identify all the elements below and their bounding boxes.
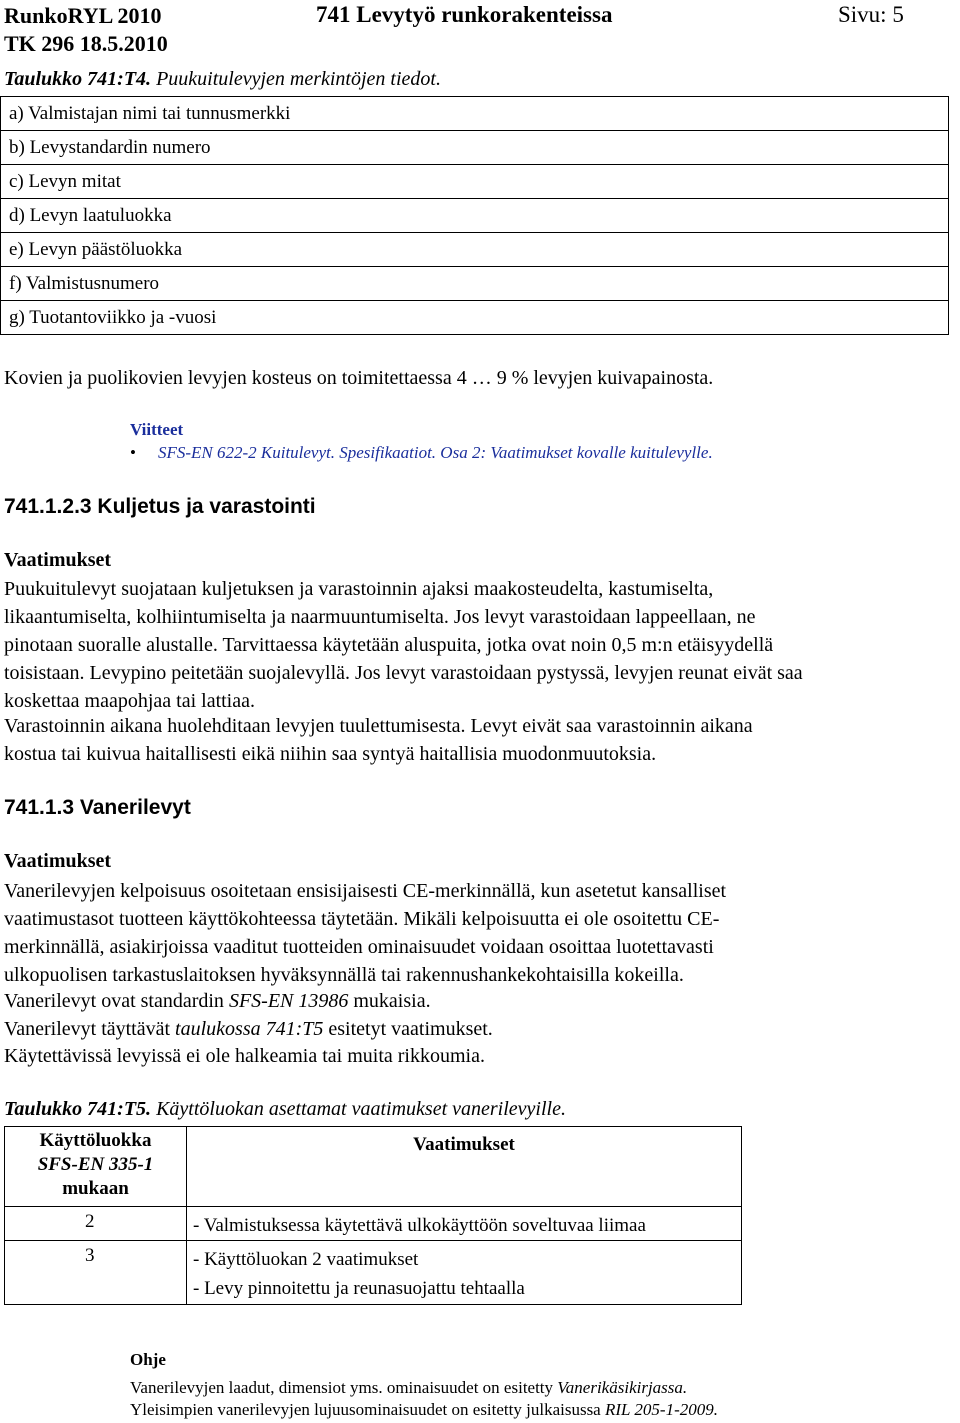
paragraph-line: koskettaa maapohjaa tai lattiaa. — [4, 690, 255, 712]
standard-line-pre: Vanerilevyt ovat standardin — [4, 990, 229, 1012]
paragraph-line: Puukuitulevyt suojataan kuljetuksen ja varastoinnin ajaksi maakosteudelta, kastumiselta, — [4, 578, 714, 600]
section-title: 741 Levytyö runkorakenteissa — [316, 2, 613, 27]
guide-line-reference: Vanerikäsikirjassa. — [557, 1378, 688, 1397]
standard-line — [4, 987, 431, 1015]
document-id — [4, 2, 168, 58]
standard-reference: SFS-EN 13986 — [228, 990, 349, 1012]
header-line: SFS-EN 335-1 — [37, 1154, 154, 1175]
table-t5-caption — [4, 1098, 566, 1121]
table-row — [1, 199, 949, 233]
table-cell: d) Levyn laatuluokka — [1, 199, 949, 233]
table-cell: c) Levyn mitat — [1, 165, 949, 199]
paragraph-line: likaantumiselta, kolhiintumiselta ja naarmuuntumiselta. Jos levyt varastoidaan lappeellaan, ne — [4, 606, 756, 628]
table-ref-pre: Vanerilevyt täyttävät — [4, 1018, 176, 1040]
paragraph-line: Vanerilevyjen kelpoisuus osoitetaan ensisijaisesti CE-merkinnällä, kun asetetut kansalliset — [4, 880, 727, 902]
requirement-cell — [187, 1207, 742, 1241]
paragraph-line: pinotaan suoralle alustalle. Tarvittaessa käytetään aluspuita, jotka ovat noin 0,5 m:n etäisyydellä — [4, 634, 774, 656]
requirements-subheading: Vaatimukset — [4, 549, 112, 571]
paragraph-line: ulkopuolisen tarkastuslaitoksen hyväksynnällä tai rakennushankekohtaisilla kokeilla. — [4, 964, 684, 986]
table-t4 — [0, 96, 949, 335]
header-line: mukaan — [62, 1178, 129, 1199]
table-cell: a) Valmistajan nimi tai tunnusmerkki — [1, 97, 949, 131]
reference-text: SFS-EN 622-2 Kuitulevyt. Spesifikaatiot. Osa 2: — [157, 443, 487, 462]
paragraph-line: Varastoinnin aikana huolehditaan levyjen tuulettumisesta. Levyt eivät saa varastoinnin aikana — [4, 715, 753, 737]
moisture-paragraph: Kovien ja puolikovien levyjen kosteus on toimitettaessa 4 … 9 % levyjen kuivapainosta. — [4, 367, 714, 389]
section-heading-7411-3: 741.1.3 Vanerilevyt — [4, 796, 191, 819]
table-t5-caption-text: Käyttöluokan asettamat vaatimukset vanerilevyille. — [156, 1098, 566, 1120]
table-header-row — [5, 1127, 742, 1207]
guide-line — [130, 1400, 718, 1420]
paragraph-line: toisistaan. Levypino peitetään suojalevyllä. Jos levyt varastoidaan pystyssä, levyjen reunat eivät saa — [4, 662, 803, 684]
paragraph-line: vaatimustasot tuotteen käyttökohteessa täytetään. Mikäli kelpoisuutta ei ole osoitettu CE- — [4, 908, 720, 930]
document-version: TK 296 18.5.2010 — [4, 31, 168, 56]
paragraph-line: kostua tai kuivua haitallisesti eikä niihin saa syntyä haitallisia muodonmuutoksia. — [4, 743, 657, 765]
paragraph-line: merkinnällä, asiakirjoissa vaaditut tuotteiden ominaisuudet voidaan osoittaa luotettavasti — [4, 936, 714, 958]
requirement-line: - Valmistuksessa käytettävä ulkokäyttöön soveltuvaa liimaa — [193, 1215, 646, 1236]
table-row — [1, 267, 949, 301]
table-reference: taulukossa 741:T5 — [175, 1018, 324, 1040]
table-t4-caption — [4, 68, 441, 91]
table-t4-caption-text: Puukuitulevyjen merkintöjen tiedot. — [156, 68, 441, 90]
table-ref-post: esitetyt vaatimukset. — [323, 1018, 493, 1040]
page-number: Sivu: 5 — [838, 2, 904, 27]
requirements-subheading: Vaatimukset — [4, 850, 112, 872]
table-row — [1, 97, 949, 131]
reference-link[interactable]: Vaatimukset kovalle kuitulevylle. — [490, 443, 713, 462]
table-row — [1, 233, 949, 267]
guide-line — [130, 1378, 687, 1398]
paragraph-line: Käytettävissä levyissä ei ole halkeamia tai muita rikkoumia. — [4, 1045, 485, 1067]
header-line: Käyttöluokka — [39, 1130, 152, 1151]
requirement-line: - Levy pinnoitettu ja reunasuojattu tehtaalla — [193, 1278, 525, 1299]
column-header-class — [5, 1127, 187, 1207]
class-cell: 3 — [5, 1241, 187, 1305]
document-title: RunkoRYL 2010 — [4, 3, 162, 28]
table-cell: f) Valmistusnumero — [1, 267, 949, 301]
table-cell: b) Levystandardin numero — [1, 131, 949, 165]
table-row — [5, 1207, 742, 1241]
requirement-line: - Käyttöluokan 2 vaatimukset — [193, 1249, 419, 1270]
table-row — [1, 165, 949, 199]
table-cell: e) Levyn päästöluokka — [1, 233, 949, 267]
bullet-icon: • — [130, 443, 136, 462]
table-cell: g) Tuotantoviikko ja -vuosi — [1, 301, 949, 335]
table-t4-caption-label: Taulukko 741:T4. — [4, 68, 152, 90]
class-cell: 2 — [5, 1207, 187, 1241]
references-heading: Viitteet — [130, 420, 184, 439]
table-t5-caption-label: Taulukko 741:T5. — [4, 1098, 152, 1120]
guide-line-text: Yleisimpien vanerilevyjen lujuusominaisuudet on esitetty julkaisussa — [130, 1400, 605, 1419]
reference-item — [130, 443, 713, 463]
table-row — [1, 131, 949, 165]
requirement-cell — [187, 1241, 742, 1305]
standard-line-post: mukaisia. — [348, 990, 431, 1012]
guide-line-text: Vanerilevyjen laadut, dimensiot yms. ominaisuudet on esitetty — [130, 1378, 558, 1397]
table-row — [1, 301, 949, 335]
column-header-requirements: Vaatimukset — [187, 1127, 742, 1207]
table-t5 — [4, 1126, 742, 1305]
table-row — [5, 1241, 742, 1305]
guide-heading: Ohje — [130, 1350, 166, 1369]
table-reference-line — [4, 1015, 493, 1043]
guide-line-reference: RIL 205-1-2009. — [604, 1400, 718, 1419]
section-heading-7411-2-3: 741.1.2.3 Kuljetus ja varastointi — [4, 495, 316, 518]
